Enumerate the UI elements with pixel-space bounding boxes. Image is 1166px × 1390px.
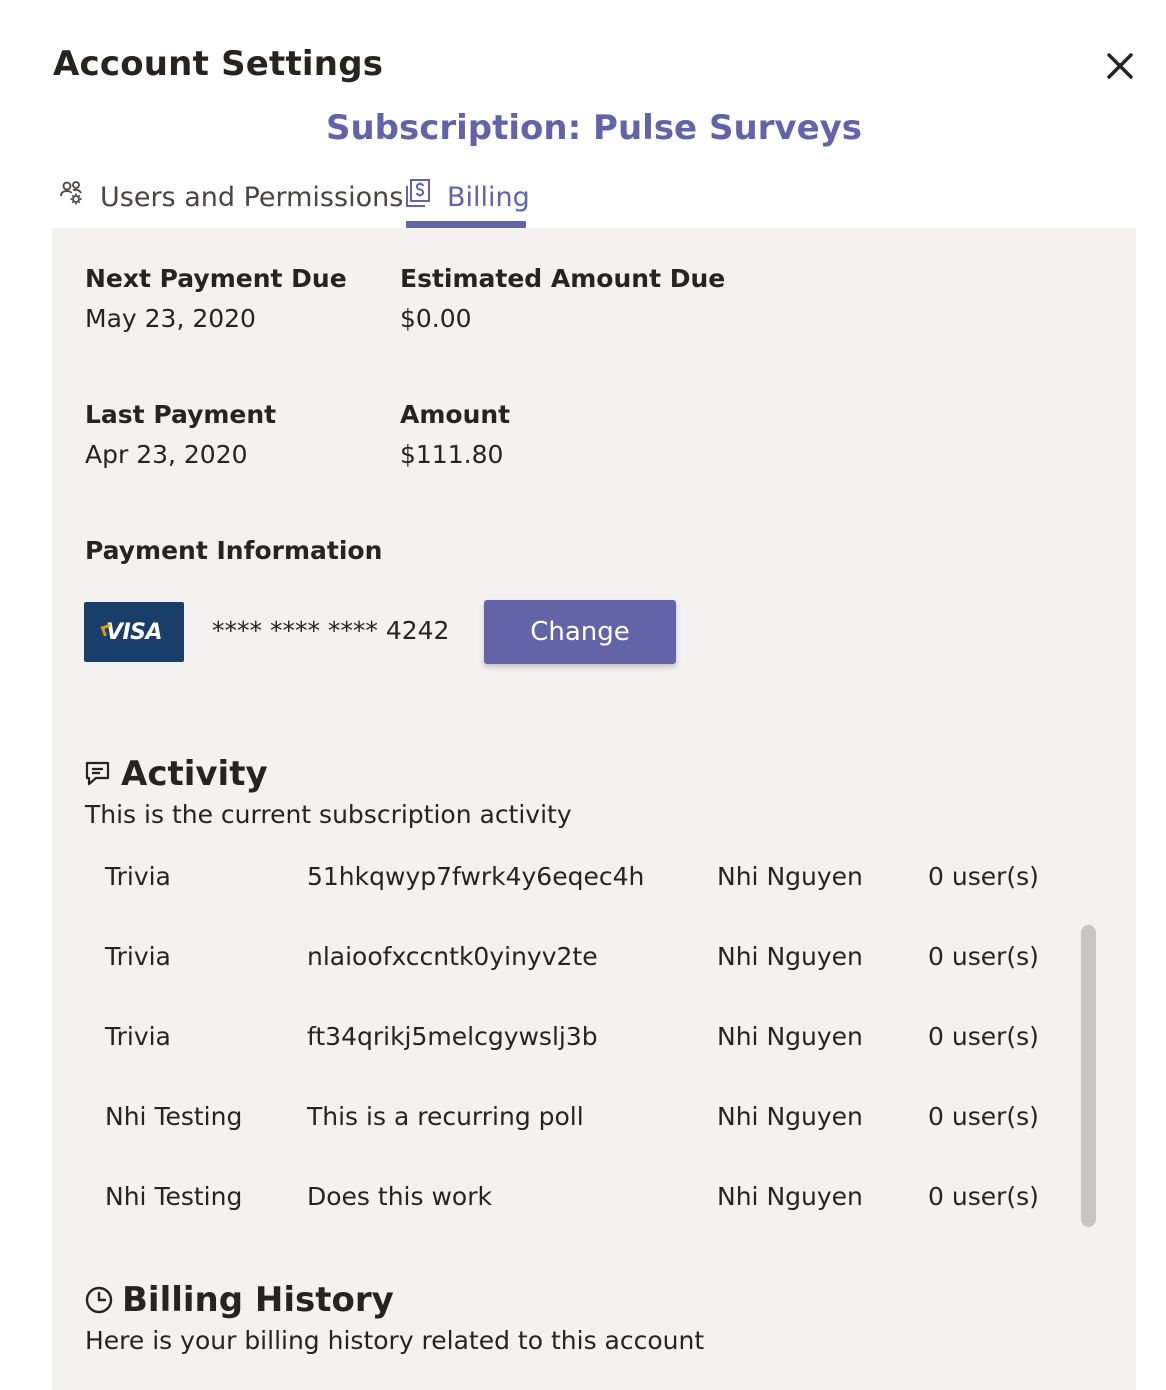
visa-card-logo xyxy=(84,602,184,662)
last-payment-value: Apr 23, 2020 xyxy=(85,440,248,469)
activity-detail: Does this work xyxy=(307,1182,492,1211)
subscription-title: Subscription: Pulse Surveys xyxy=(325,108,863,148)
activity-users: 0 user(s) xyxy=(928,942,1039,971)
activity-users: 0 user(s) xyxy=(928,1102,1039,1131)
activity-row[interactable] xyxy=(52,932,1072,982)
activity-name: Nhi Testing xyxy=(105,1102,243,1131)
chat-icon xyxy=(83,759,113,789)
activity-detail: 51hkqwyp7fwrk4y6eqec4h xyxy=(307,862,645,891)
activity-row[interactable] xyxy=(52,1092,1072,1142)
activity-detail: ft34qrikj5melcgywslj3b xyxy=(307,1022,598,1051)
next-payment-due-value: May 23, 2020 xyxy=(85,304,256,333)
activity-scrollbar[interactable] xyxy=(1081,925,1096,1227)
activity-detail: This is a recurring poll xyxy=(307,1102,584,1131)
tab-selected-indicator xyxy=(406,221,526,228)
activity-users: 0 user(s) xyxy=(928,1022,1039,1051)
activity-owner: Nhi Nguyen xyxy=(717,1182,863,1211)
activity-owner: Nhi Nguyen xyxy=(717,862,863,891)
activity-name: Trivia xyxy=(105,1022,171,1051)
billing-history-description: Here is your billing history related to this account xyxy=(85,1326,705,1355)
activity-owner: Nhi Nguyen xyxy=(717,1102,863,1131)
users-settings-icon xyxy=(58,178,86,208)
tab-users-and-permissions-label: Users and Permissions xyxy=(100,182,404,213)
activity-row[interactable] xyxy=(52,1172,1072,1222)
billing-history-heading xyxy=(84,1280,394,1320)
amount-label: Amount xyxy=(400,400,511,429)
activity-description: This is the current subscription activity xyxy=(85,800,572,829)
payment-information-label: Payment Information xyxy=(85,536,383,565)
last-payment-label: Last Payment xyxy=(85,400,277,429)
tab-billing-label: Billing xyxy=(447,182,530,213)
billing-history-title: Billing History xyxy=(122,1280,394,1320)
clock-icon xyxy=(84,1285,114,1315)
estimated-amount-due-value: $0.00 xyxy=(400,304,472,333)
activity-users: 0 user(s) xyxy=(928,862,1039,891)
activity-row[interactable] xyxy=(52,1012,1072,1062)
activity-users: 0 user(s) xyxy=(928,1182,1039,1211)
activity-name: Trivia xyxy=(105,942,171,971)
next-payment-due-label: Next Payment Due xyxy=(85,264,347,293)
activity-heading xyxy=(83,754,268,794)
activity-title: Activity xyxy=(121,754,268,794)
activity-owner: Nhi Nguyen xyxy=(717,942,863,971)
activity-name: Trivia xyxy=(105,862,171,891)
tab-users-and-permissions[interactable] xyxy=(58,178,403,228)
dialog-title: Account Settings xyxy=(53,44,384,84)
change-payment-button[interactable]: Change xyxy=(484,600,676,664)
billing-icon xyxy=(405,178,433,208)
activity-name: Nhi Testing xyxy=(105,1182,243,1211)
close-icon[interactable] xyxy=(1106,52,1134,80)
activity-owner: Nhi Nguyen xyxy=(717,1022,863,1051)
close-button[interactable] xyxy=(1098,44,1142,88)
card-brand: VISA xyxy=(105,619,163,645)
amount-value: $111.80 xyxy=(400,440,504,469)
estimated-amount-due-label: Estimated Amount Due xyxy=(400,264,726,293)
activity-list[interactable] xyxy=(52,852,1136,1236)
activity-detail: nlaioofxccntk0yinyv2te xyxy=(307,942,598,971)
activity-row[interactable] xyxy=(52,852,1072,902)
card-number: **** **** **** 4242 xyxy=(212,616,450,645)
